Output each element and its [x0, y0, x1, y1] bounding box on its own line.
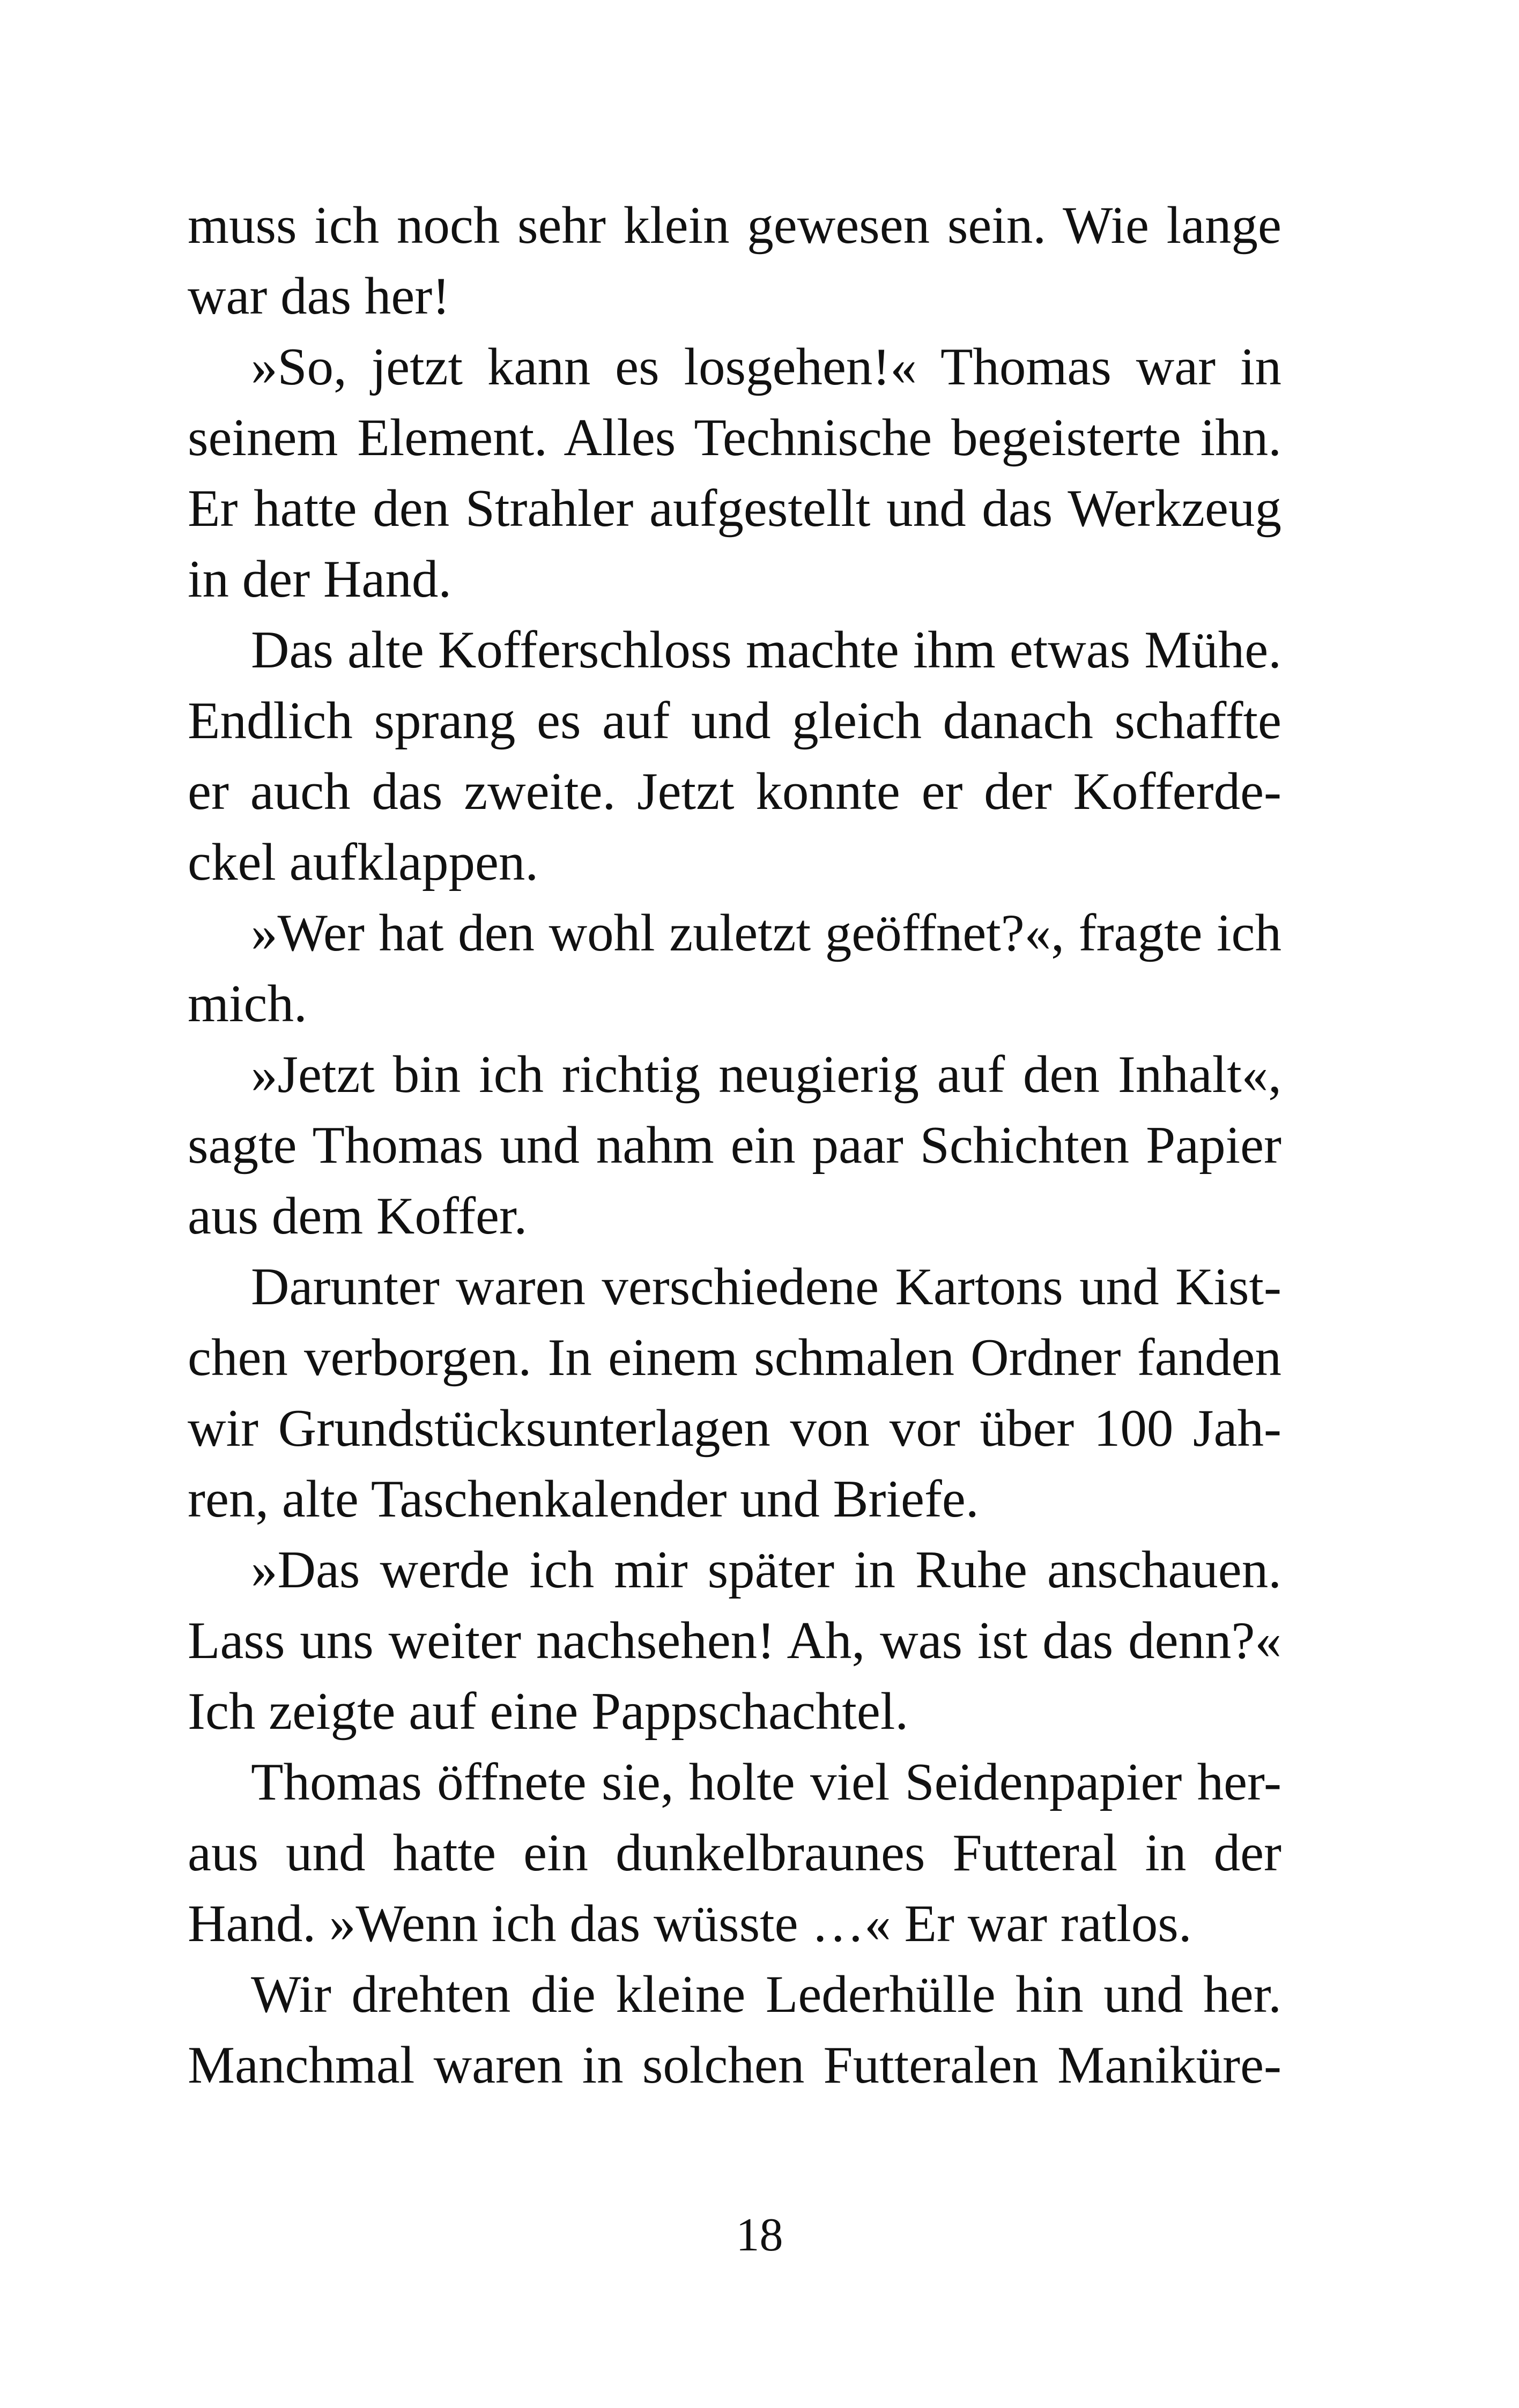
- text-line: wir Grundstücksunterlagen von vor über 100 Jah-: [188, 1399, 1281, 1458]
- text-line: »Jetzt bin ich richtig neugierig auf den Inhalt«,: [251, 1045, 1281, 1104]
- text-line: Manchmal waren in solchen Futteralen Maniküre-: [188, 2036, 1281, 2094]
- text-line: seinem Element. Alles Technische begeisterte ihn.: [188, 408, 1281, 467]
- text-line: muss ich noch sehr klein gewesen sein. Wie lange: [188, 196, 1281, 255]
- text-line: war das her!: [188, 267, 450, 325]
- text-line: ren, alte Taschenkalender und Briefe.: [188, 1470, 979, 1528]
- text-line: »Das werde ich mir später in Ruhe anschauen.: [251, 1541, 1281, 1599]
- text-line: »So, jetzt kann es losgehen!« Thomas war in: [251, 338, 1281, 396]
- text-line: aus und hatte ein dunkelbraunes Futteral in der: [188, 1824, 1281, 1882]
- body-text: [188, 190, 1281, 2101]
- text-line: aus dem Koffer.: [188, 1187, 528, 1245]
- text-line: er auch das zweite. Jetzt konnte er der Kofferde-: [188, 762, 1281, 821]
- text-line: Lass uns weiter nachsehen! Ah, was ist das denn?«: [188, 1611, 1281, 1670]
- text-line: chen verborgen. In einem schmalen Ordner fanden: [188, 1328, 1281, 1387]
- text-line: Thomas öffnete sie, holte viel Seidenpapier her-: [251, 1753, 1281, 1811]
- text-line: Hand. »Wenn ich das wüsste …« Er war ratlos.: [188, 1894, 1192, 1953]
- text-line: Wir drehten die kleine Lederhülle hin und her.: [251, 1965, 1281, 2024]
- text-line: mich.: [188, 975, 307, 1033]
- text-line: ckel aufklappen.: [188, 833, 539, 891]
- text-line: Das alte Kofferschloss machte ihm etwas Mühe.: [251, 621, 1281, 679]
- page-number: 18: [736, 2209, 783, 2261]
- text-line: Darunter waren verschiedene Kartons und Kist-: [251, 1258, 1281, 1316]
- text-line: sagte Thomas und nahm ein paar Schichten Papier: [188, 1116, 1281, 1175]
- text-line: in der Hand.: [188, 550, 452, 608]
- text-line: Ich zeigte auf eine Pappschachtel.: [188, 1682, 909, 1741]
- text-line: Er hatte den Strahler aufgestellt und das Werkzeug: [188, 479, 1281, 538]
- text-line: Endlich sprang es auf und gleich danach schaffte: [188, 692, 1281, 750]
- text-line: »Wer hat den wohl zuletzt geöffnet?«, fragte ich: [251, 904, 1281, 962]
